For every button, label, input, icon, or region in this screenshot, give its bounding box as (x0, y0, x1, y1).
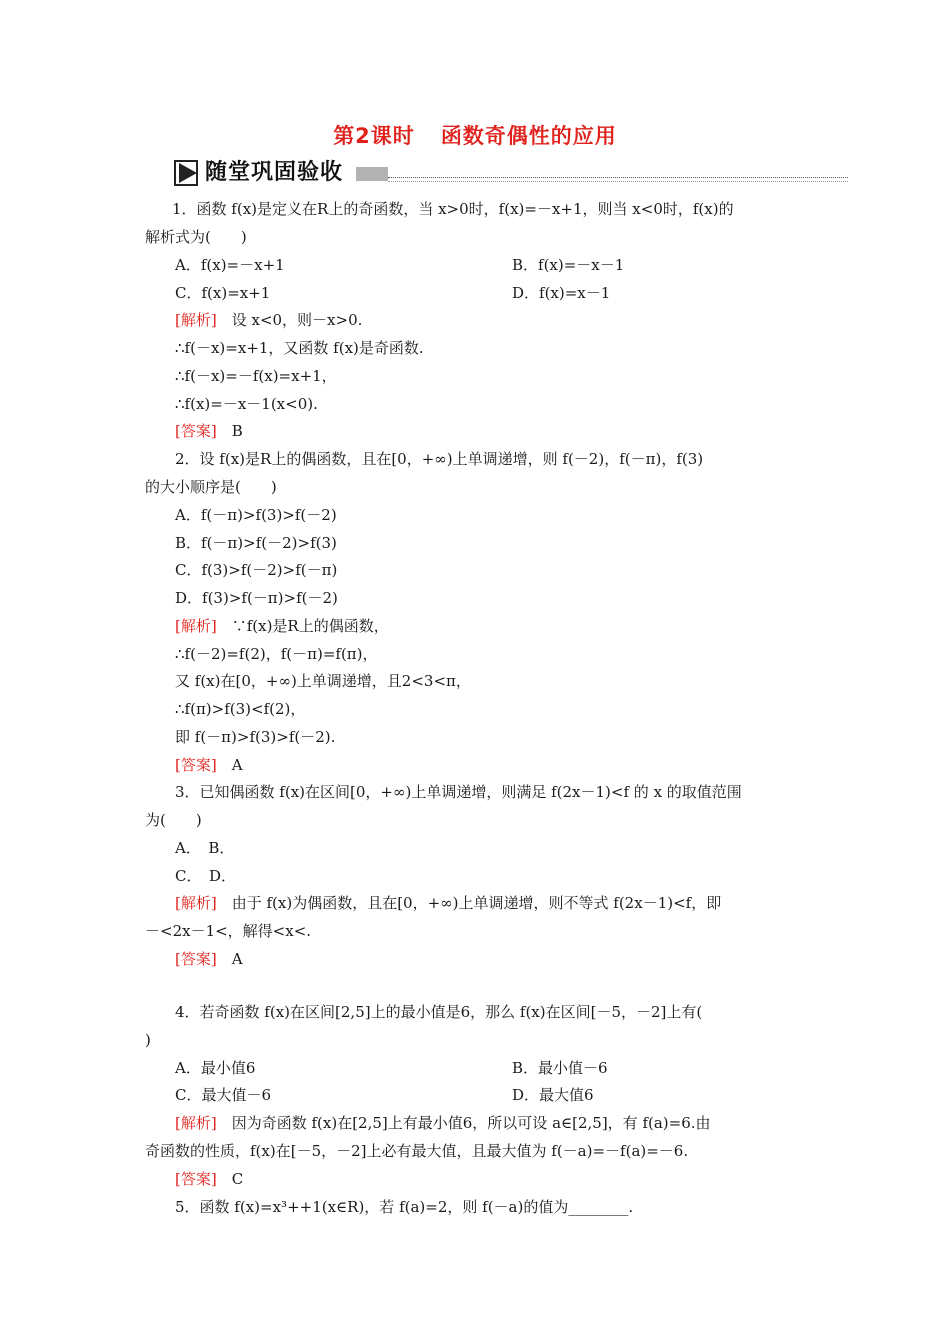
line-text: C． D． (175, 867, 237, 885)
line-text: 5．函数 f(x)=x³++1(x∈R)，若 f(a)=2，则 f(－a)的值为________. (175, 1198, 634, 1216)
text-line (512, 1085, 594, 1105)
text-line (175, 644, 378, 664)
section-label: 随堂巩固验收 (205, 160, 344, 185)
line-text: 的大小顺序是( ) (145, 478, 277, 496)
line-text: B (216, 422, 243, 440)
text-line (175, 1169, 243, 1189)
text-line (512, 255, 624, 275)
text-line (172, 199, 734, 219)
play-arrow-icon (173, 159, 201, 187)
lesson-number: 第2课时 (333, 124, 415, 148)
text-line (145, 1030, 151, 1050)
text-line (175, 782, 742, 802)
text-line (175, 949, 243, 969)
text-line (512, 283, 610, 303)
line-text: C．最大值－6 (175, 1086, 272, 1104)
text-line (175, 1197, 633, 1217)
line-text: C (216, 1170, 244, 1188)
line-text: C．f(3)>f(－2)>f(－π) (175, 561, 338, 579)
line-text: 设 x<0，则－x>0. (216, 311, 363, 329)
text-line (175, 283, 270, 303)
text-line (175, 449, 703, 469)
line-text: 又 f(x)在[0，+∞)上单调递增，且2<3<π， (175, 672, 471, 690)
answer-tag: [答案] (175, 950, 217, 968)
text-line (175, 505, 337, 525)
line-text: A．最小值6 (175, 1059, 256, 1077)
banner-rule (388, 177, 848, 178)
text-line (175, 1002, 702, 1022)
line-text: C．f(x)=x+1 (175, 284, 271, 302)
text-line (175, 588, 338, 608)
lesson-topic: 函数奇偶性的应用 (440, 124, 617, 148)
text-line (175, 671, 471, 691)
analysis-tag: [解析] (175, 1114, 217, 1132)
text-line (175, 310, 362, 330)
line-text: B．最小值－6 (512, 1059, 608, 1077)
answer-tag: [答案] (175, 422, 217, 440)
line-text: D．最大值6 (512, 1086, 594, 1104)
line-text: 2．设 f(x)是R上的偶函数，且在[0，+∞)上单调递增，则 f(－2)，f(－π)，f(3) (175, 450, 704, 468)
line-text: A (216, 950, 243, 968)
text-line (175, 421, 243, 441)
line-text: 为( ) (145, 811, 202, 829)
text-line (145, 810, 202, 830)
text-line (175, 866, 236, 886)
page-title (0, 120, 950, 150)
text-line (175, 893, 721, 913)
line-text: ∴f(x)=－x－1(x<0). (175, 395, 318, 413)
section-banner (173, 157, 849, 189)
text-line (175, 394, 318, 414)
line-text: 由于 f(x)为偶函数，且在[0，+∞)上单调递增，则不等式 f(2x－1)<f，即 (216, 894, 722, 912)
line-text: 即 f(－π)>f(3)>f(－2). (175, 728, 336, 746)
banner-bar (356, 167, 388, 181)
line-text: A． B． (175, 839, 235, 857)
text-line (175, 1085, 271, 1105)
text-line (145, 477, 277, 497)
line-text: ∴f(－2)=f(2)，f(－π)=f(π)， (175, 645, 378, 663)
line-text: D．f(x)=x－1 (512, 284, 611, 302)
text-line (512, 1058, 608, 1078)
line-text: A．f(－π)>f(3)>f(－2) (175, 506, 337, 524)
text-line (175, 727, 335, 747)
text-line (175, 533, 337, 553)
text-line (175, 338, 424, 358)
line-text: A (216, 756, 243, 774)
line-text: 解析式为( ) (145, 228, 247, 246)
line-text: D．f(3)>f(－π)>f(－2) (175, 589, 338, 607)
line-text: ) (145, 1031, 151, 1049)
banner-rule-secondary (388, 181, 848, 182)
line-text: ∵f(x)是R上的偶函数， (216, 617, 389, 635)
text-line (175, 755, 243, 775)
text-line (175, 255, 285, 275)
text-line (175, 838, 234, 858)
analysis-tag: [解析] (175, 311, 217, 329)
text-line (175, 616, 389, 636)
line-text: B．f(x)=－x－1 (512, 256, 625, 274)
line-text: 4．若奇函数 f(x)在区间[2,5]上的最小值是6，那么 f(x)在区间[－5，－2]上有( (175, 1003, 703, 1021)
line-text: A．f(x)=－x+1 (175, 256, 285, 274)
line-text: 奇函数的性质，f(x)在[－5，－2]上必有最大值，且最大值为 f(－a)=－f(a)=－6. (145, 1142, 689, 1160)
text-line (175, 366, 337, 386)
line-text: B．f(－π)>f(－2)>f(3) (175, 534, 337, 552)
text-line (175, 699, 305, 719)
line-text: ∴f(－x)=－f(x)=x+1， (175, 367, 337, 385)
text-line (175, 560, 337, 580)
text-line (145, 1141, 688, 1161)
line-text: ∴f(π)>f(3)<f(2)， (175, 700, 306, 718)
line-text: ∴f(－x)=x+1，又函数 f(x)是奇函数. (175, 339, 424, 357)
line-text: 因为奇函数 f(x)在[2,5]上有最小值6，所以可设 a∈[2,5]，有 f(a)=6.由 (216, 1114, 711, 1132)
analysis-tag: [解析] (175, 894, 217, 912)
answer-tag: [答案] (175, 756, 217, 774)
line-text: －<2x－1<，解得<x<. (145, 922, 312, 940)
text-line (175, 1058, 255, 1078)
line-text: 1．函数 f(x)是定义在R上的奇函数，当 x>0时，f(x)=－x+1，则当 x<0时，f(x)的 (172, 200, 734, 218)
text-line (175, 1113, 711, 1133)
analysis-tag: [解析] (175, 617, 217, 635)
answer-tag: [答案] (175, 1170, 217, 1188)
line-text: 3．已知偶函数 f(x)在区间[0，+∞)上单调递增，则满足 f(2x－1)<f 的 x 的取值范围 (175, 783, 742, 801)
text-line (145, 921, 311, 941)
text-line (145, 227, 247, 247)
